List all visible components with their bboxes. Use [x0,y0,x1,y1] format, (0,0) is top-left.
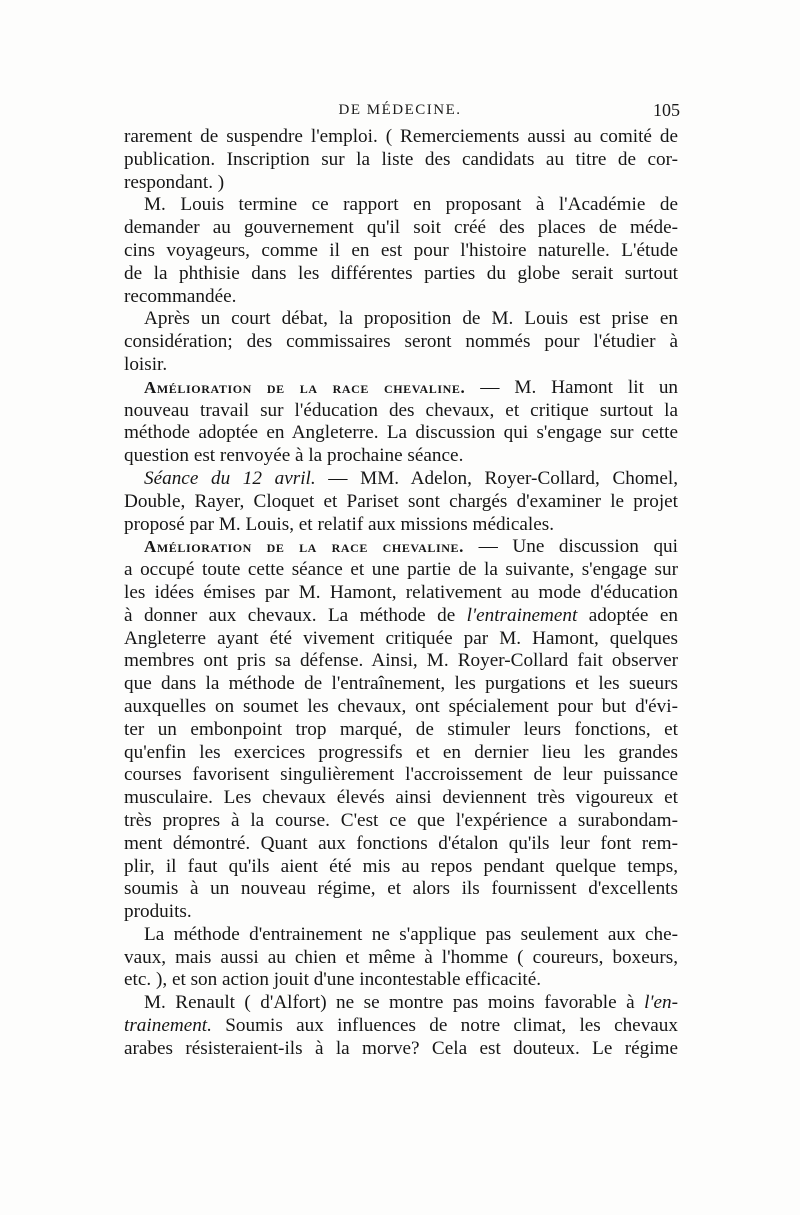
body-text [124,126,678,1061]
text-line-9: Après un court débat, la proposition de M. Louis est prise en [144,308,678,330]
text-line-20: a occupé toute cette séance et une partie de la suivante, s'engage sur [124,559,678,581]
text-line-3: respondant. ) [124,171,225,193]
text-line-22: à donner aux chevaux. La méthode de l'entrainement adoptée en [124,604,678,626]
section-heading: Amélioration de la race chevaline. [144,377,466,397]
text-line-10: considération; des commissaires seront nommés pour l'étudier à [124,331,678,353]
text-line-4: M. Louis termine ce rapport en proposant à l'Académie de [144,194,678,216]
text-line-38: etc. ), et son action jouit d'une incontestable efficacité. [124,969,542,991]
text-line-24: membres ont pris sa défense. Ainsi, M. Royer-Collard fait observer [124,650,678,672]
text-line-15: question est renvoyée à la prochaine séance. [124,445,464,467]
text-line-1: rarement de suspendre l'emploi. ( Remerciements aussi au comité de [124,126,678,147]
text-line-39: M. Renault ( d'Alfort) ne se montre pas moins favorable à l'en- [144,992,678,1014]
text-line-35: produits. [124,901,192,923]
text-line-29: courses favorisent singulièrement l'accroissement de leur puissance [124,764,678,786]
text-line-25: que dans la méthode de l'entraînement, les purgations et les sueurs [124,673,678,695]
text-line-31: très propres à la course. C'est ce que l'expérience a surabondam- [124,809,678,831]
running-head: DE MÉDECINE. [338,102,462,118]
text-line-26: auxquelles on soumet les chevaux, ont spécialement pour but d'évi- [124,695,678,717]
text-line-30: musculaire. Les chevaux élevés ainsi deviennent très vigoureux et [124,787,678,809]
text-line-21: les idées émises par M. Hamont, relativement au mode d'éducation [124,581,678,603]
text-line-5: demander au gouvernement qu'il soit créé des places de méde- [124,217,678,239]
section-heading: Amélioration de la race chevaline. [144,537,465,557]
text-line-36: La méthode d'entrainement ne s'applique pas seulement aux che- [144,923,678,945]
text-line-40: trainement. Soumis aux influences de notre climat, les chevaux [124,1015,678,1037]
text-line-17: Double, Rayer, Cloquet et Pariset sont chargés d'examiner le projet [124,490,678,512]
text-line-37: vaux, mais aussi au chien et même à l'homme ( coureurs, boxeurs, [124,946,678,968]
text-line-32: ment démontré. Quant aux fonctions d'étalon qu'ils leur font rem- [124,832,678,854]
text-line-14: méthode adoptée en Angleterre. La discussion qui s'engage sur cette [124,422,678,444]
text-line-41: arabes résisteraient-ils à la morve? Cela est douteux. Le régime [124,1037,678,1059]
session-date: Séance du 12 avril. [144,467,316,489]
page-number: 105 [653,100,680,120]
text-line-7: de la phthisie dans les différentes parties du globe serait surtout [124,262,678,284]
text-line-18: proposé par M. Louis, et relatif aux missions médicales. [124,513,555,535]
text-line-2: publication. Inscription sur la liste des candidats au titre de cor- [124,148,678,170]
text-line-33: plir, il faut qu'ils aient été mis au repos pendant quelque temps, [124,855,678,877]
text-line-23: Angleterre ayant été vivement critiquée par M. Hamont, quelques [124,627,678,649]
text-line-13: nouveau travail sur l'éducation des chevaux, et critique surtout la [124,399,678,421]
text-line-28: qu'enfin les exercices progressifs et en dernier lieu les grandes [124,741,678,763]
text-line-8: recommandée. [124,285,237,307]
text-line-12: Amélioration de la race chevaline. — M. Hamont lit un [144,376,679,398]
text-line-34: soumis à un nouveau régime, et alors ils fournissent d'excellents [124,878,678,900]
text-line-16: Séance du 12 avril. — MM. Adelon, Royer-Collard, Chomel, [144,467,678,489]
text-line-6: cins voyageurs, comme il en est pour l'histoire naturelle. L'étude [124,239,678,261]
text-line-11: loisir. [124,353,168,375]
text-line-19: Amélioration de la race chevaline. — Une discussion qui [144,536,678,558]
page-header [124,100,680,124]
text-line-27: ter un embonpoint trop marqué, de stimuler leurs fonctions, et [124,718,678,740]
